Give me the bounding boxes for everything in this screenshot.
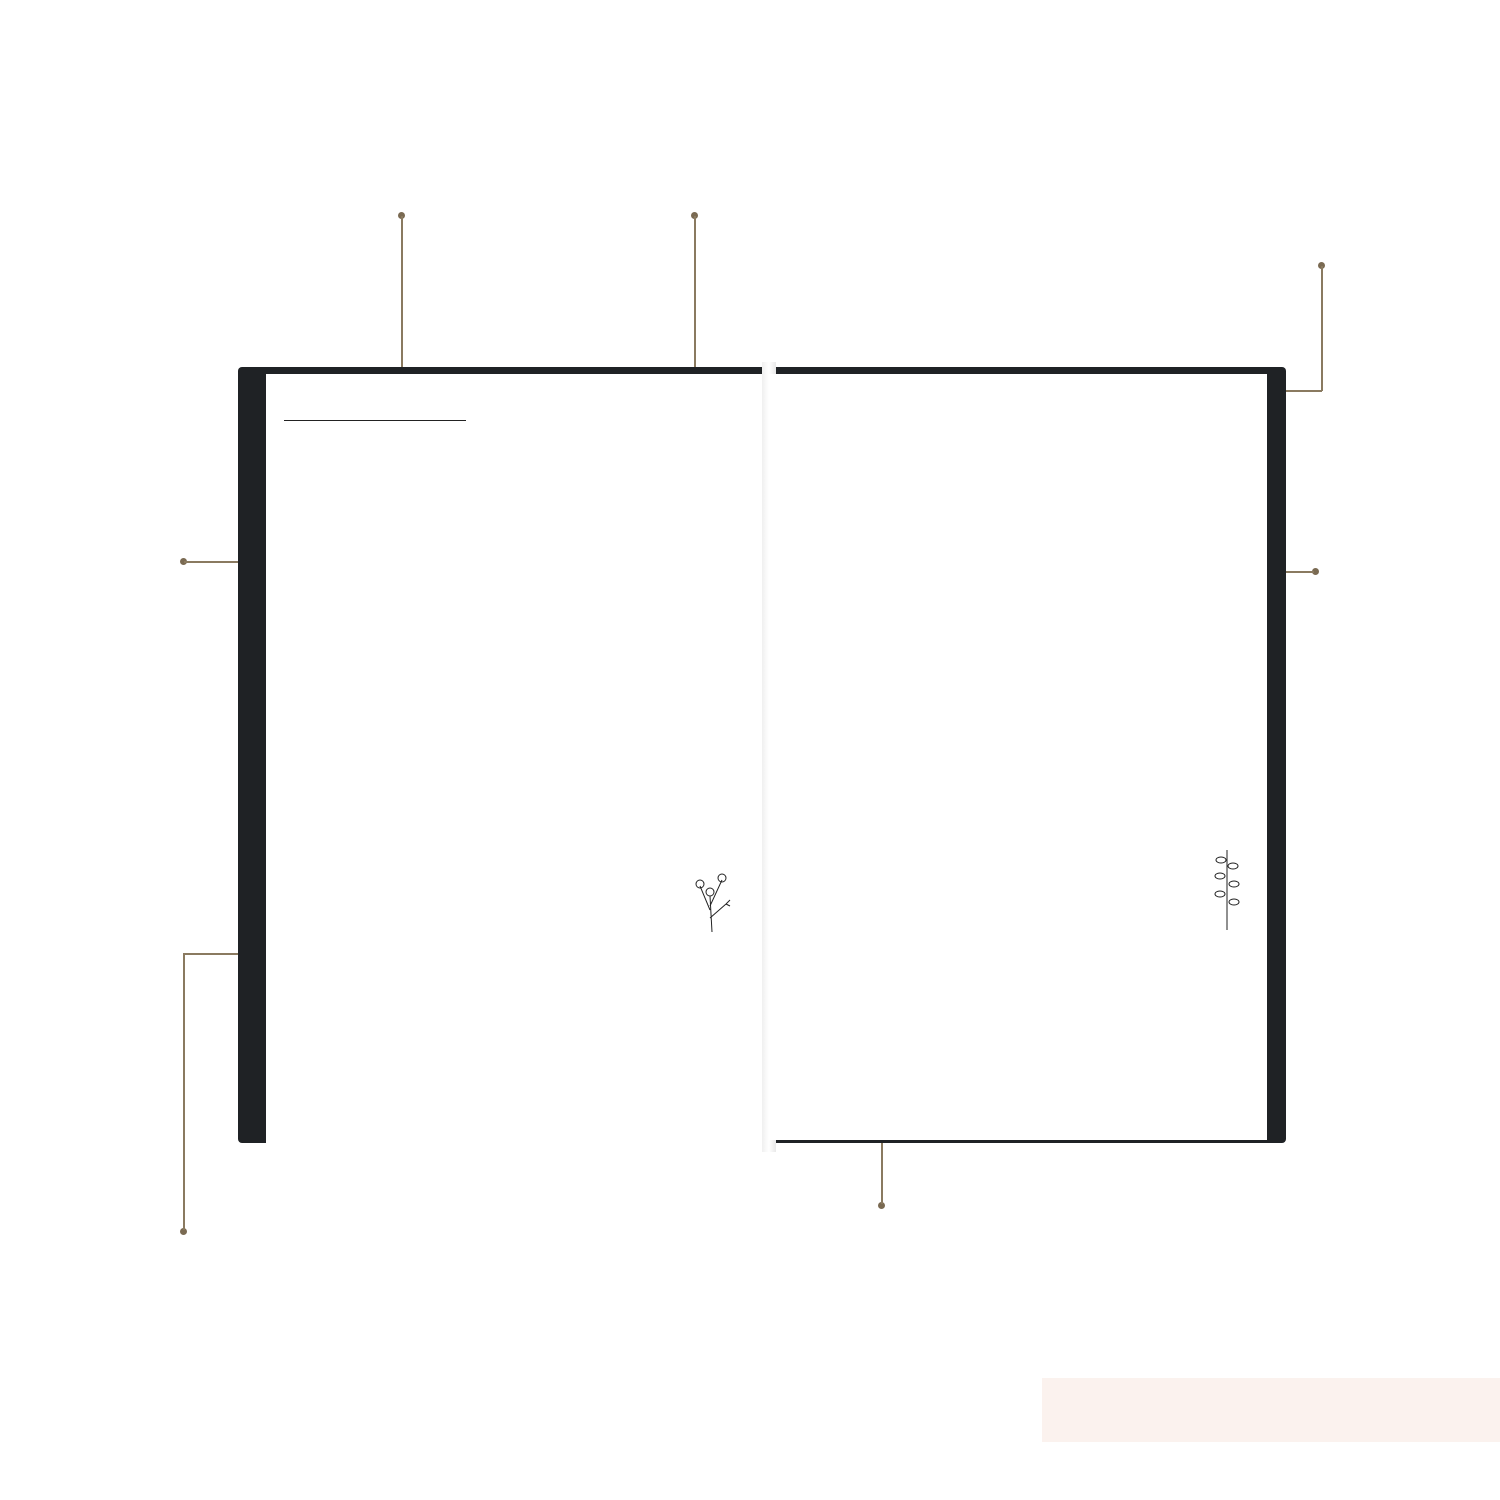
callout-line: [183, 954, 185, 1230]
flower-illustration: [692, 866, 732, 932]
callout-meal-planner: [1196, 148, 1436, 156]
sprig-illustration: [1209, 846, 1245, 930]
callout-line: [694, 216, 696, 380]
layout-badge: [1042, 1378, 1500, 1442]
left-page: [266, 374, 765, 1144]
callout-line: [1321, 266, 1323, 391]
title-underline: [284, 420, 466, 421]
right-page: [769, 374, 1267, 1140]
callout-shopping-list: [1280, 610, 1456, 618]
